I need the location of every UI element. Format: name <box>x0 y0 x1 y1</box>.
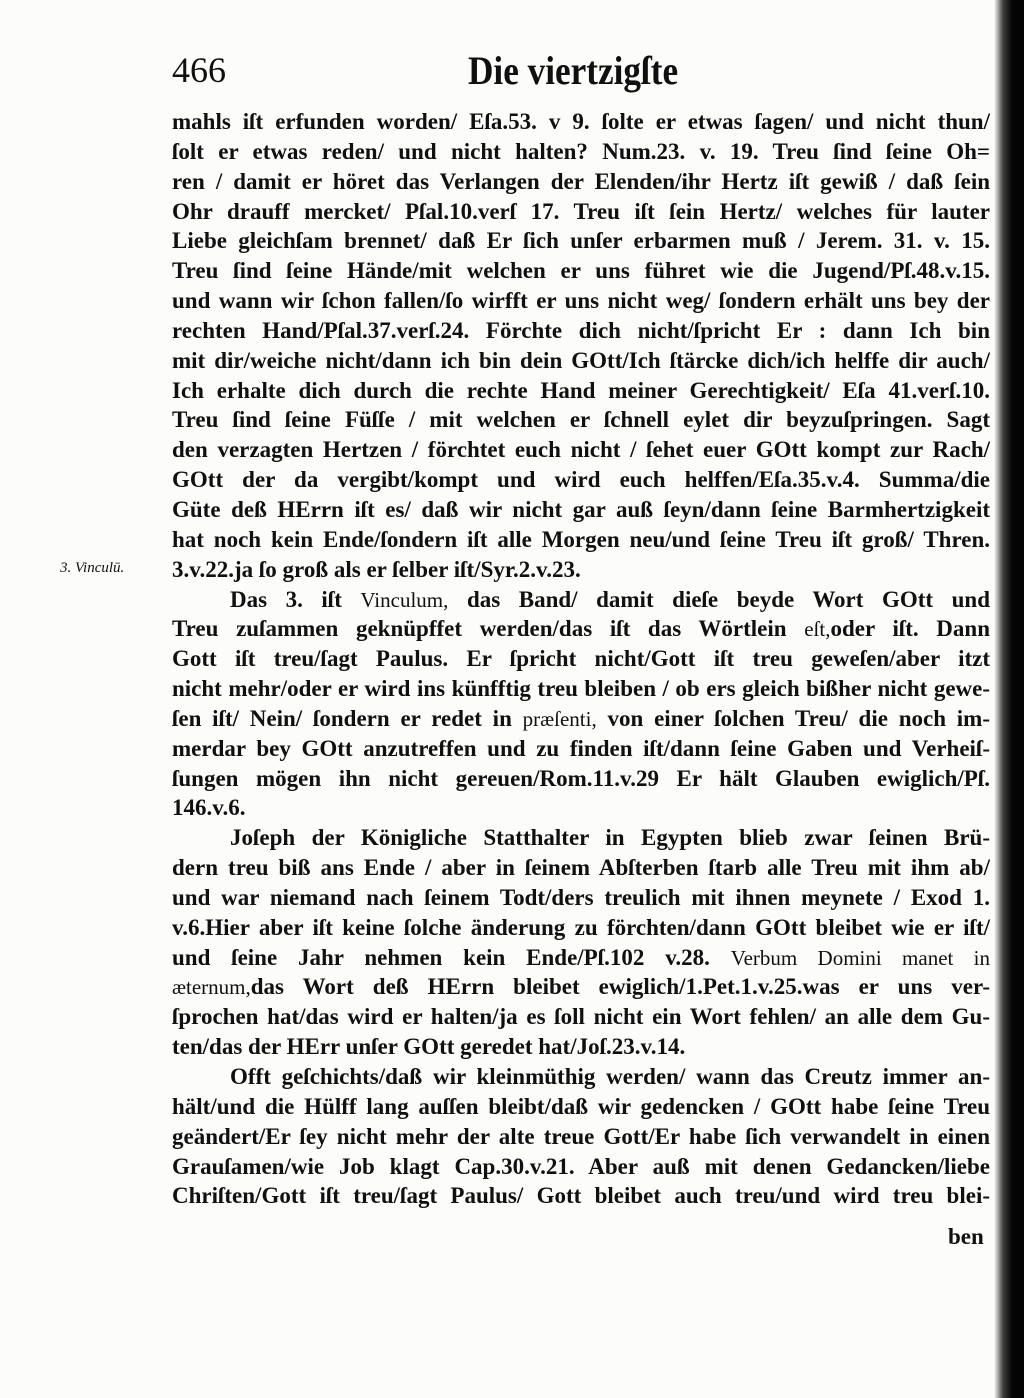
text-line-content: ſungen mögen ihn nicht gereuen/Rom.11.v.29 Er hält Glauben ewiglich/Pſ. <box>172 765 990 791</box>
text-line-content: Joſeph der Königliche Statthalter in Egypten blieb zwar ſeinen Brü- <box>230 825 990 851</box>
running-title: Die viertzigſte <box>468 48 679 93</box>
text-line-content: Liebe gleichſam brennet/ daß Er ſich unſer erbarmen muß / Jerem. 31. v. 15. <box>172 228 990 254</box>
text-line-content: nicht mehr/oder er wird ins künfftig treu bleiben / ob ers gleich bißher nicht gewe- <box>172 676 991 702</box>
text-line <box>172 793 990 823</box>
text-line-content: Offt geſchichts/daß wir kleinmüthig werden/ wann das Creutz immer an- <box>230 1064 991 1089</box>
text-line <box>172 1122 990 1152</box>
latin-phrase: Verbum Domini manet in <box>730 945 990 970</box>
text-line-content: Gott iſt treu/ſagt Paulus. Er ſpricht nicht/Gott iſt treu geweſen/aber itzt <box>172 646 990 672</box>
text-line-content: 146.v.6. <box>172 795 246 821</box>
text-segment: und ſeine Jahr nehmen kein Ende/Pſ.102 v.28. <box>172 944 731 970</box>
paragraph-first-line <box>172 1062 990 1092</box>
text-line <box>172 316 990 346</box>
text-line <box>172 555 990 585</box>
latin-phrase: æternum, <box>172 975 251 1000</box>
text-line <box>172 495 990 525</box>
text-line-content <box>172 704 990 735</box>
text-line <box>172 734 990 764</box>
text-line-content: Ich erhalte dich durch die rechte Hand meiner Gerechtigkeit/ Eſa 41.verſ.10. <box>172 377 990 403</box>
text-line-content: dern treu biß ans Ende / aber in ſeinem Abſterben ſtarb alle Treu mit ihm ab/ <box>172 855 990 881</box>
text-line <box>172 1092 990 1122</box>
text-line <box>172 286 990 316</box>
text-line-content: Grauſamen/wie Job klagt Cap.30.v.21. Aber auß mit denen Gedancken/liebe <box>172 1153 990 1179</box>
text-line-content: mahls iſt erfunden worden/ Eſa.53. v 9. ſolte er etwas ſagen/ und nicht thun/ <box>172 109 990 134</box>
text-segment: Treu zuſammen geknüpffet werden/das iſt das Wörtlein <box>172 616 805 642</box>
text-segment: von einer ſolchen Treu/ die noch im- <box>596 705 990 731</box>
text-line-content: v.6.Hier aber iſt keine ſolche änderung zu förchten/dann GOtt bleibet wie er iſt/ <box>172 914 990 940</box>
text-line-content <box>172 943 990 974</box>
latin-phrase: Vinculum, <box>360 587 449 612</box>
text-line <box>172 107 990 137</box>
text-line-content: geändert/Er ſey nicht mehr der alte treue Gott/Er habe ſich verwandelt in einen <box>172 1123 990 1149</box>
text-line-content: Ohr drauff mercket/ Pſal.10.verſ 17. Treu iſt ſein Hertz/ welches für lauter <box>172 198 990 224</box>
text-line-content: ten/das der HErr unſer GOtt geredet hat/Joſ.23.v.14. <box>172 1034 686 1060</box>
text-line-content: den verzagten Hertzen / förchtet euch nicht / ſehet euer GOtt kompt zur Rach/ <box>172 437 990 463</box>
text-line <box>172 853 990 883</box>
text-line-content: hat noch kein Ende/ſondern iſt alle Morgen neu/und ſeine Treu iſt groß/ Thren. <box>172 526 990 552</box>
text-line <box>172 883 990 913</box>
text-line-content: merdar bey GOtt anzutreffen und zu finden iſt/dann ſeine Gaben und Verheiſ- <box>172 735 990 761</box>
text-line-content: und war niemand nach ſeinem Todt/ders treulich mit ihnen meynete / Exod 1. <box>172 884 990 910</box>
text-line <box>172 525 990 555</box>
text-line <box>172 197 990 227</box>
text-line <box>172 913 990 943</box>
text-line-content: GOtt der da vergibt/kompt und wird euch helffen/Eſa.35.v.4. Summa/die <box>172 467 990 493</box>
text-line-content: ren / damit er höret das Verlangen der Elenden/ihr Hertz iſt gewiß / daß ſein <box>172 168 991 194</box>
text-line <box>172 704 990 734</box>
text-line-content <box>172 614 990 645</box>
margin-note: 3. Vinculū. <box>60 560 125 576</box>
text-line <box>172 435 990 465</box>
text-line <box>172 1152 990 1182</box>
paragraph-first-line <box>172 823 990 853</box>
text-line-content: Treu ſind ſeine Füſſe / mit welchen er ſchnell eylet dir beyzuſpringen. Sagt <box>172 407 990 433</box>
text-line <box>172 644 990 674</box>
text-line <box>172 167 990 197</box>
text-line-content: und wann wir ſchon fallen/ſo wirfft er uns nicht weg/ ſondern erhält uns bey der <box>172 288 990 314</box>
text-segment: oder iſt. Dann <box>830 616 990 642</box>
catchword: ben <box>948 1224 984 1249</box>
text-line <box>172 1002 990 1032</box>
text-line <box>172 1181 990 1211</box>
text-line <box>172 614 990 644</box>
text-line-content: ſolt er etwas reden/ und nicht halten? Num.23. v. 19. Treu ſind ſeine Oh= <box>172 138 990 164</box>
text-segment: das Wort deß HErrn bleibet ewiglich/1.Pet.1.v.25.was er uns ver- <box>250 974 990 1000</box>
paragraph-first-line <box>172 585 990 615</box>
scan-edge-shadow <box>994 0 1024 1398</box>
text-line <box>172 972 990 1002</box>
text-line-content: 3.v.22.ja ſo groß als er ſelber iſt/Syr.2.v.23. <box>172 556 581 582</box>
text-line-content <box>230 585 990 616</box>
text-line <box>172 764 990 794</box>
text-line <box>172 346 990 376</box>
text-line <box>172 943 990 973</box>
text-line-content: hält/und die Hülff lang auſſen bleibt/daß wir gedencken / GOtt habe ſeine Treu <box>172 1093 990 1119</box>
text-line-content: rechten Hand/Pſal.37.verſ.24. Förchte dich nicht/ſpricht Er : dann Ich bin <box>172 317 990 343</box>
text-line <box>172 1032 990 1062</box>
text-line <box>172 376 990 406</box>
text-line-content: mit dir/weiche nicht/dann ich bin dein GOtt/Ich ſtärcke dich/ich helffe dir auch/ <box>172 347 990 373</box>
text-line <box>172 137 990 167</box>
text-line-content: Chriſten/Gott iſt treu/ſagt Paulus/ Gott bleibet auch treu/und wird treu blei- <box>172 1183 990 1209</box>
text-line-content <box>172 972 990 1003</box>
text-line <box>172 256 990 286</box>
latin-phrase: eſt, <box>804 617 831 642</box>
text-line <box>172 405 990 435</box>
text-line <box>172 226 990 256</box>
latin-phrase: præſenti, <box>522 706 597 731</box>
text-line-content: ſprochen hat/das wird er halten/ja es ſoll nicht ein Wort fehlen/ an alle dem Gu- <box>172 1004 990 1030</box>
text-line <box>172 465 990 495</box>
text-line <box>172 674 990 704</box>
text-segment: das Band/ damit dieſe beyde Wort GOtt und <box>448 586 990 612</box>
text-line-content: Treu ſind ſeine Hände/mit welchen er uns führet wie die Jugend/Pſ.48.v.15. <box>172 258 990 284</box>
body-text <box>172 107 990 1211</box>
page-number: 466 <box>172 50 226 90</box>
text-segment: Das 3. iſt <box>230 586 361 612</box>
text-segment: ſen iſt/ Nein/ ſondern er redet in <box>172 705 523 731</box>
text-line-content: Güte deß HErrn iſt es/ daß wir nicht gar auß ſeyn/dann ſeine Barmhertzigkeit <box>172 496 990 522</box>
